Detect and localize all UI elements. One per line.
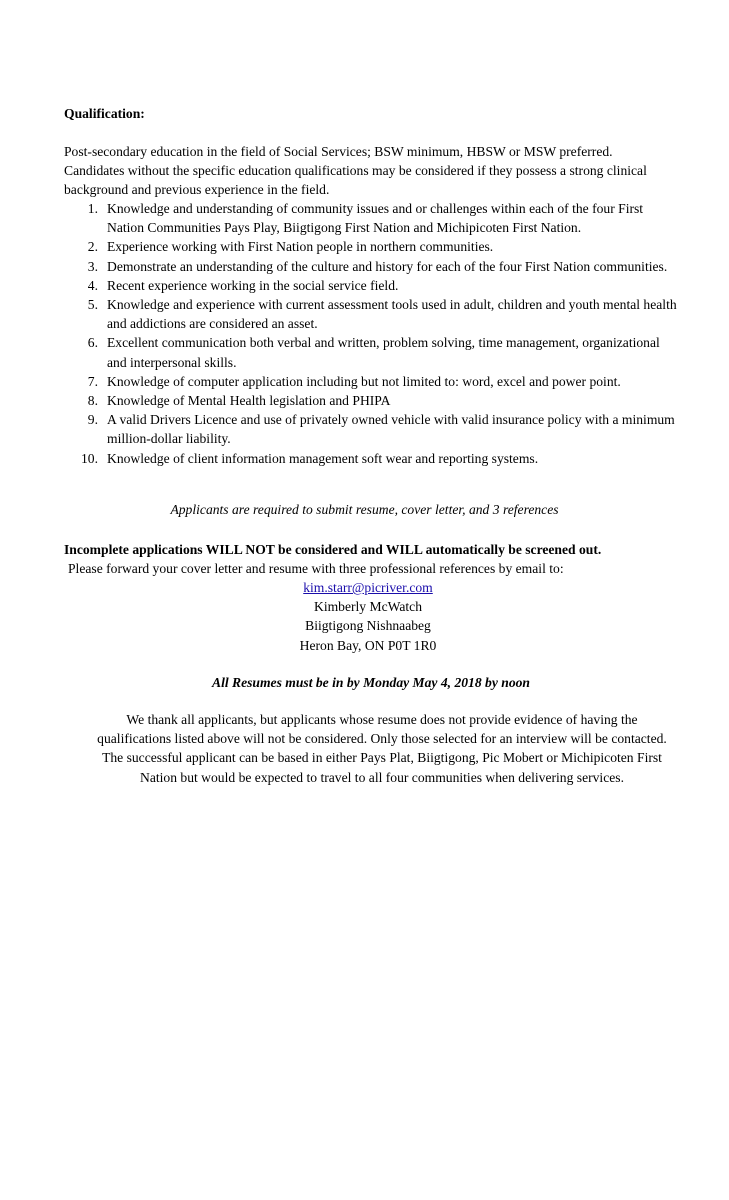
list-item (64, 257, 684, 276)
intro-text: Post-secondary education in the field of Social Services; BSW minimum, HBSW or MSW preferred. Candidates without the specific education qualifications may be considered if they possess a strong clinical background and previous experience in the field. (64, 144, 647, 198)
incomplete-warning: Incomplete applications WILL NOT be considered and WILL automatically be screened out. (64, 542, 602, 557)
list-item-number: 4. (87, 277, 98, 293)
list-item-text: Knowledge and experience with current assessment tools used in adult, children and youth mental health and addictions are considered an asset. (107, 297, 677, 332)
list-item (64, 333, 684, 371)
closing-text: We thank all applicants, but applicants whose resume does not provide evidence of having the qualifications listed above will not be considered. Only those selected for an interview will be contacted. The successful applicant can be based in either Pays Plat, Biigtigong, Pic Mobert or Michipicoten First Nation but would be expected to travel to all four communities when delivering services. (97, 712, 667, 785)
list-item-text: Recent experience working in the social service field. (107, 277, 399, 293)
email-link[interactable]: kim.starr@picriver.com (303, 580, 433, 595)
applicants-note: Applicants are required to submit resume, cover letter, and 3 references (170, 502, 559, 517)
list-item-number: 10. (81, 450, 98, 466)
list-item-text: Experience working with First Nation people in northern communities. (107, 239, 494, 255)
list-item-number: 6. (87, 335, 98, 351)
list-item (64, 237, 684, 256)
list-item (64, 276, 684, 295)
list-item (64, 199, 684, 237)
list-item (64, 410, 684, 448)
list-item-text: Knowledge of Mental Health legislation and PHIPA (107, 393, 391, 409)
list-item-text: Demonstrate an understanding of the culture and history for each of the four First Nation communities. (107, 258, 668, 274)
list-item-number: 9. (87, 412, 98, 428)
list-item (64, 449, 684, 468)
deadline-notice: All Resumes must be in by Monday May 4, 2018 by noon (212, 675, 530, 690)
list-item-number: 3. (87, 258, 98, 274)
contact-organization: Biigtigong Nishnaabeg (305, 618, 431, 634)
list-item-text: Knowledge and understanding of community issues and or challenges within each of the four First Nation Communities Pays Play, Biigtigong First Nation and Michipicoten First Nation. (107, 201, 644, 236)
forward-instruction: Please forward your cover letter and resume with three professional references by email to: (68, 561, 564, 576)
list-item-number: 5. (87, 297, 98, 313)
intro-paragraph (64, 142, 674, 200)
list-item-number: 1. (87, 201, 98, 216)
list-item (64, 372, 684, 391)
list-item-number: 2. (87, 239, 98, 255)
contact-address: Heron Bay, ON P0T 1R0 (299, 637, 437, 653)
qualification-heading: Qualification: (64, 106, 145, 121)
list-item-text: A valid Drivers Licence and use of privately owned vehicle with valid insurance policy with a minimum million-dollar liability. (107, 412, 675, 447)
list-item-text: Knowledge of computer application including but not limited to: word, excel and power point. (107, 373, 621, 389)
list-item-number: 7. (87, 373, 98, 389)
list-item-text: Knowledge of client information management soft wear and reporting systems. (107, 450, 539, 466)
list-item-text: Excellent communication both verbal and written, problem solving, time management, organizational and interpersonal skills. (107, 335, 660, 370)
contact-block (0, 578, 729, 655)
list-item-number: 8. (87, 393, 98, 409)
closing-paragraph (92, 710, 672, 787)
contact-name: Kimberly McWatch (314, 599, 422, 615)
list-item (64, 295, 684, 333)
requirements-list (64, 199, 684, 468)
list-item (64, 391, 684, 410)
